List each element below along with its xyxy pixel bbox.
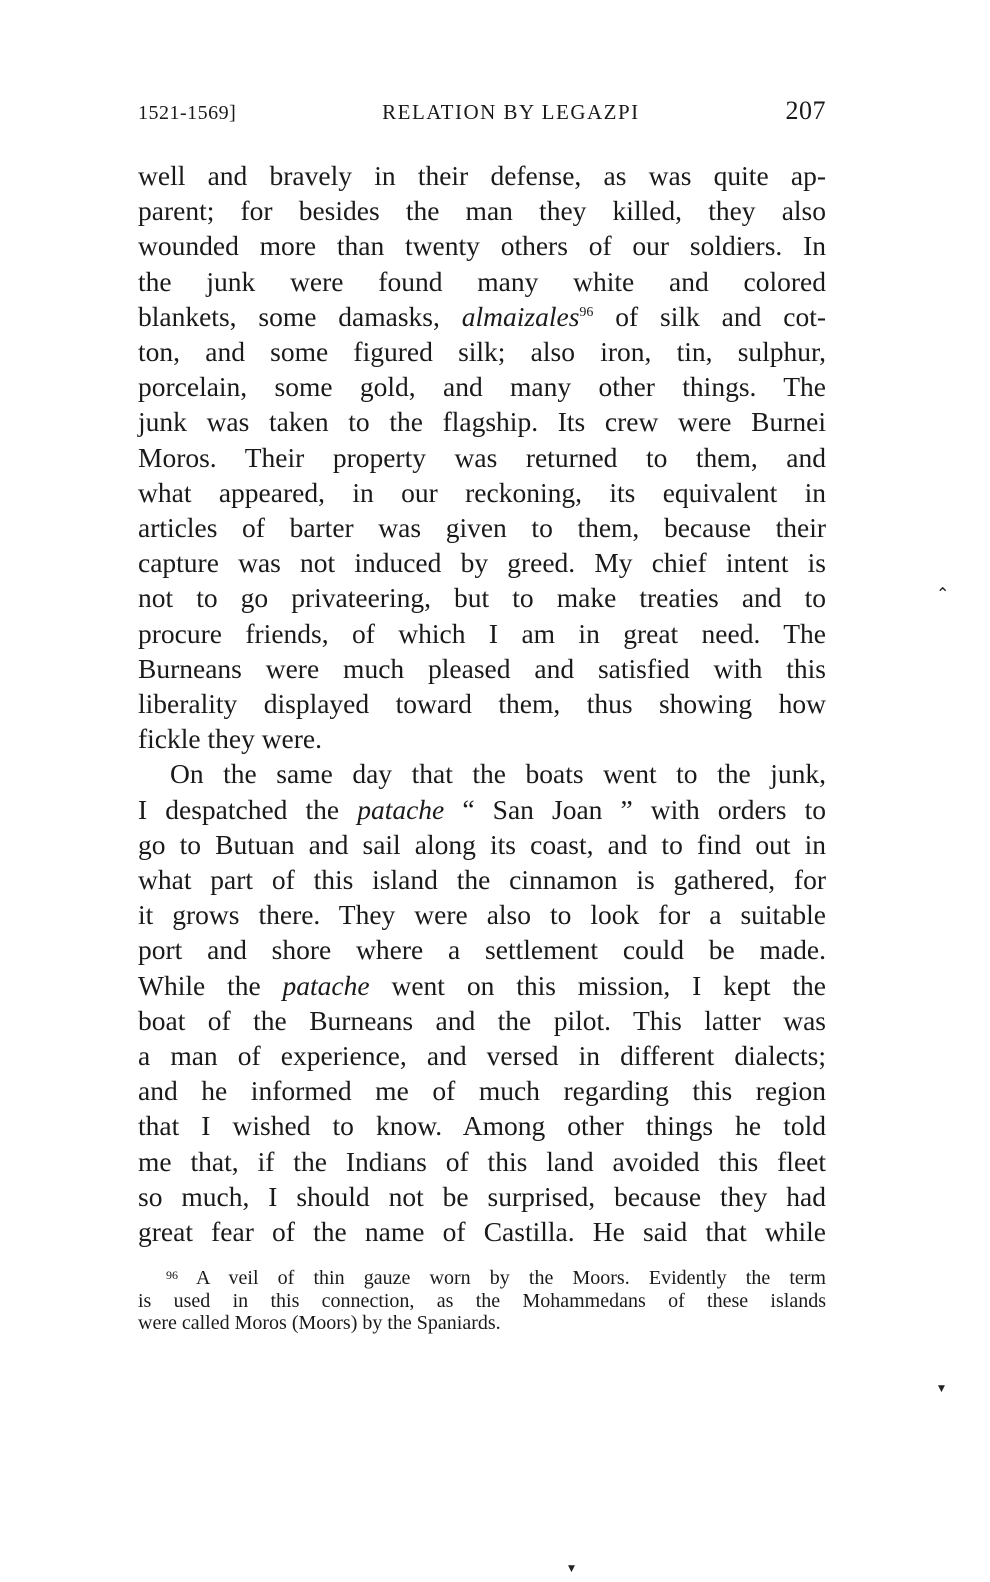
body-line <box>138 756 826 791</box>
text-run: what part of this island the cinnamon is gathered, for <box>138 864 826 896</box>
text-run: boat of the Burneans and the pilot. This latter was <box>138 1004 826 1036</box>
body-line <box>138 686 826 721</box>
footnote-marker: 96 <box>579 304 594 320</box>
text-run: porcelain, some gold, and many other things. The <box>138 371 826 403</box>
text-run: articles of barter was given to them, because their <box>138 512 826 544</box>
text-run: On the same day that the boats went to the junk, <box>170 758 826 790</box>
body-line <box>138 510 826 545</box>
text-run: I despatched the <box>138 793 358 825</box>
body-line <box>138 1003 826 1038</box>
text-run: Burneans were much pleased and satisfied with this <box>138 652 826 684</box>
text-run: what appeared, in our reckoning, its equivalent in <box>138 476 826 508</box>
body-line <box>138 651 826 686</box>
text-run: A veil of thin gauze worn by the Moors. Evidently the term <box>178 1267 826 1290</box>
text-run: wounded more than twenty others of our soldiers. In <box>138 230 826 262</box>
footnote-line <box>138 1312 826 1335</box>
margin-speck: ▼ <box>938 1384 945 1394</box>
body-line <box>138 862 826 897</box>
running-head-title: RELATION BY LEGAZPI <box>382 100 640 124</box>
text-run: ton, and some figured silk; also iron, tin, sulphur, <box>138 336 826 368</box>
italic-term: patache <box>282 969 370 1001</box>
text-run: fickle they were. <box>138 723 323 755</box>
body-line <box>138 1073 826 1108</box>
running-head-date-range: 1521-1569] <box>138 102 237 124</box>
body-line <box>138 545 826 580</box>
text-run: that I wished to know. Among other things he told <box>138 1110 826 1142</box>
body-line <box>138 1214 826 1249</box>
footnote-marker: 96 <box>166 1268 178 1283</box>
bottom-speck: ▼ <box>568 1564 575 1574</box>
body-line <box>138 827 826 862</box>
text-run: the junk were found many white and colored <box>138 265 826 297</box>
text-run: and he informed me of much regarding this region <box>138 1075 826 1107</box>
text-run: it grows there. They were also to look for a suitable <box>138 899 826 931</box>
body-line <box>138 158 826 193</box>
text-run: of silk and cot- <box>593 300 826 332</box>
body-line <box>138 440 826 475</box>
text-run: me that, if the Indians of this land avoided this fleet <box>138 1145 826 1177</box>
text-run: procure friends, of which I am in great need. The <box>138 617 826 649</box>
text-run: so much, I should not be surprised, because they had <box>138 1180 826 1212</box>
body-line <box>138 475 826 510</box>
text-run: great fear of the name of Castilla. He said that while <box>138 1216 826 1248</box>
text-run: Moros. Their property was returned to them, and <box>138 441 826 473</box>
body-line <box>138 721 826 756</box>
margin-mark: ⌃ <box>936 584 950 603</box>
text-run: a man of experience, and versed in different dialects; <box>138 1040 826 1072</box>
body-line <box>138 616 826 651</box>
text-run: liberality displayed toward them, thus showing how <box>138 688 826 720</box>
text-run: were called Moros (Moors) by the Spaniards. <box>138 1312 501 1335</box>
body-line <box>138 1108 826 1143</box>
italic-term: patache <box>357 793 445 825</box>
text-run: port and shore where a settlement could be made. <box>138 934 826 966</box>
book-page <box>138 96 826 1335</box>
body-line <box>138 369 826 404</box>
footnote-line <box>138 1267 826 1290</box>
page-number: 207 <box>785 96 826 125</box>
text-run: not to go privateering, but to make treaties and to <box>138 582 826 614</box>
body-line <box>138 1144 826 1179</box>
body-line <box>138 299 826 334</box>
text-run: is used in this connection, as the Mohammedans of these islands <box>138 1289 826 1312</box>
body-line <box>138 968 826 1003</box>
text-run: blankets, some damasks, <box>138 300 462 332</box>
text-run: go to Butuan and sail along its coast, and to find out in <box>138 828 826 860</box>
text-run: While the <box>138 969 283 1001</box>
running-head <box>138 96 826 136</box>
body-line <box>138 334 826 369</box>
body-line <box>138 580 826 615</box>
text-run: capture was not induced by greed. My chief intent is <box>138 547 826 579</box>
body-line <box>138 404 826 439</box>
body-text <box>138 158 826 1249</box>
text-run: went on this mission, I kept the <box>369 969 826 1001</box>
footnote <box>138 1267 826 1335</box>
body-line <box>138 193 826 228</box>
body-line <box>138 792 826 827</box>
text-run: junk was taken to the flagship. Its crew were Burnei <box>138 406 826 438</box>
text-run: “ San Joan ” with orders to <box>444 793 826 825</box>
text-run: parent; for besides the man they killed, they also <box>138 195 826 227</box>
body-line <box>138 264 826 299</box>
body-line <box>138 897 826 932</box>
text-run: well and bravely in their defense, as was quite ap- <box>138 160 826 191</box>
footnote-line <box>138 1290 826 1313</box>
body-line <box>138 1179 826 1214</box>
body-line <box>138 1038 826 1073</box>
body-line <box>138 228 826 263</box>
body-line <box>138 932 826 967</box>
italic-term: almaizales <box>461 300 580 332</box>
